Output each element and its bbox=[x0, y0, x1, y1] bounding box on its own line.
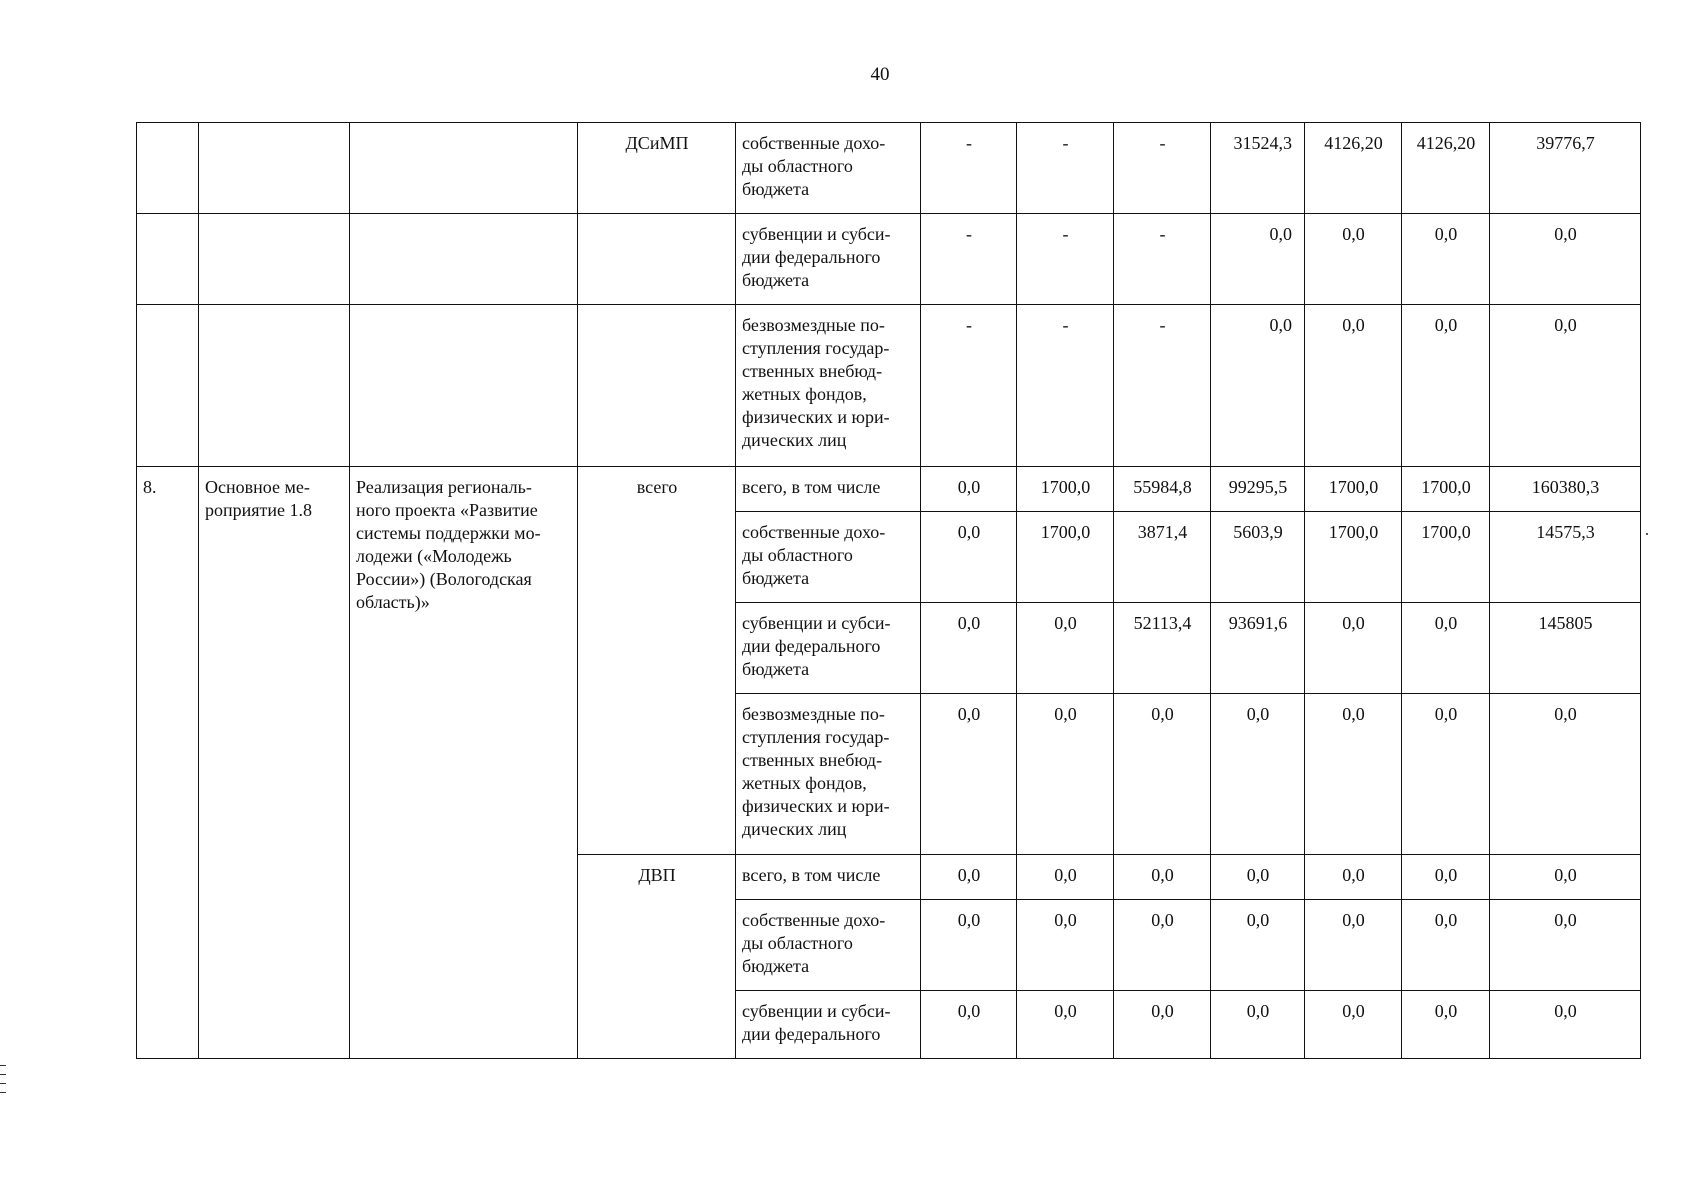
value-cell: 0,0 bbox=[1490, 855, 1641, 900]
value-cell: 0,0 bbox=[1114, 855, 1211, 900]
value-cell: 0,0 bbox=[1490, 694, 1641, 855]
value-cell: 0,0 bbox=[1211, 900, 1305, 991]
row-number-cell: 8. bbox=[137, 467, 199, 1059]
value-cell: 0,0 bbox=[1017, 855, 1114, 900]
event-cell: Основное ме- роприятие 1.8 bbox=[199, 467, 350, 1059]
value-cell: 0,0 bbox=[1017, 900, 1114, 991]
executor-cell: ДСиМП bbox=[578, 123, 736, 214]
value-cell: 0,0 bbox=[1305, 603, 1402, 694]
table-row bbox=[137, 123, 1641, 214]
value-cell: 0,0 bbox=[1305, 991, 1402, 1059]
value-cell: 1700,0 bbox=[1017, 467, 1114, 512]
value-cell: 93691,6 bbox=[1211, 603, 1305, 694]
value-cell: 0,0 bbox=[921, 694, 1017, 855]
value-cell: 1700,0 bbox=[1017, 512, 1114, 603]
value-cell: 99295,5 bbox=[1211, 467, 1305, 512]
funding-source-cell: безвозмездные по- ступления государ- ственных внебюд- жетных фондов, физических и юри- дических лиц bbox=[736, 694, 921, 855]
value-cell: 0,0 bbox=[1402, 855, 1490, 900]
value-cell: 14575,3 bbox=[1490, 512, 1641, 603]
event-cell bbox=[199, 123, 350, 214]
value-cell: 55984,8 bbox=[1114, 467, 1211, 512]
scan-mark bbox=[0, 1083, 6, 1084]
scan-dot bbox=[1646, 533, 1648, 535]
value-cell: - bbox=[1114, 123, 1211, 214]
value-cell: 0,0 bbox=[1490, 305, 1641, 467]
value-cell: 1700,0 bbox=[1402, 467, 1490, 512]
value-cell: 5603,9 bbox=[1211, 512, 1305, 603]
value-cell: 0,0 bbox=[1211, 855, 1305, 900]
scan-mark bbox=[0, 1065, 6, 1066]
funding-source-cell: всего, в том числе bbox=[736, 467, 921, 512]
scan-mark bbox=[0, 1074, 6, 1075]
value-cell: 0,0 bbox=[1211, 694, 1305, 855]
value-cell: - bbox=[1114, 305, 1211, 467]
value-cell: 0,0 bbox=[1490, 991, 1641, 1059]
value-cell: 1700,0 bbox=[1305, 467, 1402, 512]
page-number: 40 bbox=[870, 64, 890, 85]
value-cell: 0,0 bbox=[921, 855, 1017, 900]
value-cell: - bbox=[1017, 123, 1114, 214]
value-cell: 0,0 bbox=[1305, 900, 1402, 991]
value-cell: 0,0 bbox=[1305, 305, 1402, 467]
funding-source-cell: собственные дохо- ды областного бюджета bbox=[736, 900, 921, 991]
value-cell: 3871,4 bbox=[1114, 512, 1211, 603]
value-cell: 0,0 bbox=[1211, 214, 1305, 305]
table-row bbox=[137, 214, 1641, 305]
event-name-cell: Реализация региональ- ного проекта «Развитие системы поддержки мо- лодежи («Молодежь России») (Вологодская область)» bbox=[350, 467, 578, 1059]
funding-source-cell: собственные дохо- ды областного бюджета bbox=[736, 123, 921, 214]
value-cell: 0,0 bbox=[921, 900, 1017, 991]
value-cell: - bbox=[1017, 214, 1114, 305]
event-name-cell bbox=[350, 123, 578, 214]
funding-source-cell: субвенции и субси- дии федерального бюджета bbox=[736, 214, 921, 305]
value-cell: 0,0 bbox=[1402, 603, 1490, 694]
value-cell: 160380,3 bbox=[1490, 467, 1641, 512]
row-number-cell bbox=[137, 123, 199, 214]
table-row bbox=[137, 305, 1641, 467]
value-cell: 1700,0 bbox=[1402, 512, 1490, 603]
value-cell: 0,0 bbox=[1490, 214, 1641, 305]
value-cell: - bbox=[921, 214, 1017, 305]
value-cell: 0,0 bbox=[921, 467, 1017, 512]
value-cell: 0,0 bbox=[1402, 305, 1490, 467]
value-cell: - bbox=[1114, 214, 1211, 305]
value-cell: 0,0 bbox=[1305, 855, 1402, 900]
value-cell: 0,0 bbox=[1402, 991, 1490, 1059]
value-cell: 145805 bbox=[1490, 603, 1641, 694]
value-cell: 0,0 bbox=[1490, 900, 1641, 991]
value-cell: 1700,0 bbox=[1305, 512, 1402, 603]
value-cell: 0,0 bbox=[1402, 694, 1490, 855]
value-cell: 0,0 bbox=[921, 991, 1017, 1059]
value-cell: - bbox=[1017, 305, 1114, 467]
funding-source-cell: собственные дохо- ды областного бюджета bbox=[736, 512, 921, 603]
value-cell: 0,0 bbox=[1211, 305, 1305, 467]
value-cell: 0,0 bbox=[921, 603, 1017, 694]
value-cell: 0,0 bbox=[1305, 694, 1402, 855]
value-cell: 0,0 bbox=[1402, 214, 1490, 305]
value-cell: 31524,3 bbox=[1211, 123, 1305, 214]
funding-source-cell: субвенции и субси- дии федерального bbox=[736, 991, 921, 1059]
funding-source-cell: всего, в том числе bbox=[736, 855, 921, 900]
value-cell: 0,0 bbox=[1114, 694, 1211, 855]
scan-mark bbox=[0, 1092, 6, 1093]
value-cell: 0,0 bbox=[1017, 603, 1114, 694]
value-cell: 4126,20 bbox=[1402, 123, 1490, 214]
value-cell: - bbox=[921, 305, 1017, 467]
value-cell: 39776,7 bbox=[1490, 123, 1641, 214]
value-cell: 0,0 bbox=[921, 512, 1017, 603]
value-cell: 52113,4 bbox=[1114, 603, 1211, 694]
value-cell: - bbox=[921, 123, 1017, 214]
value-cell: 0,0 bbox=[1305, 214, 1402, 305]
value-cell: 0,0 bbox=[1402, 900, 1490, 991]
table-row bbox=[137, 467, 1641, 512]
budget-table bbox=[136, 122, 1641, 1059]
executor-cell: ДВП bbox=[578, 855, 736, 1059]
value-cell: 0,0 bbox=[1114, 900, 1211, 991]
funding-source-cell: субвенции и субси- дии федерального бюджета bbox=[736, 603, 921, 694]
executor-cell: всего bbox=[578, 467, 736, 855]
value-cell: 4126,20 bbox=[1305, 123, 1402, 214]
value-cell: 0,0 bbox=[1017, 991, 1114, 1059]
value-cell: 0,0 bbox=[1114, 991, 1211, 1059]
value-cell: 0,0 bbox=[1211, 991, 1305, 1059]
funding-source-cell: безвозмездные по- ступления государ- ственных внебюд- жетных фондов, физических и юри- дических лиц bbox=[736, 305, 921, 467]
value-cell: 0,0 bbox=[1017, 694, 1114, 855]
